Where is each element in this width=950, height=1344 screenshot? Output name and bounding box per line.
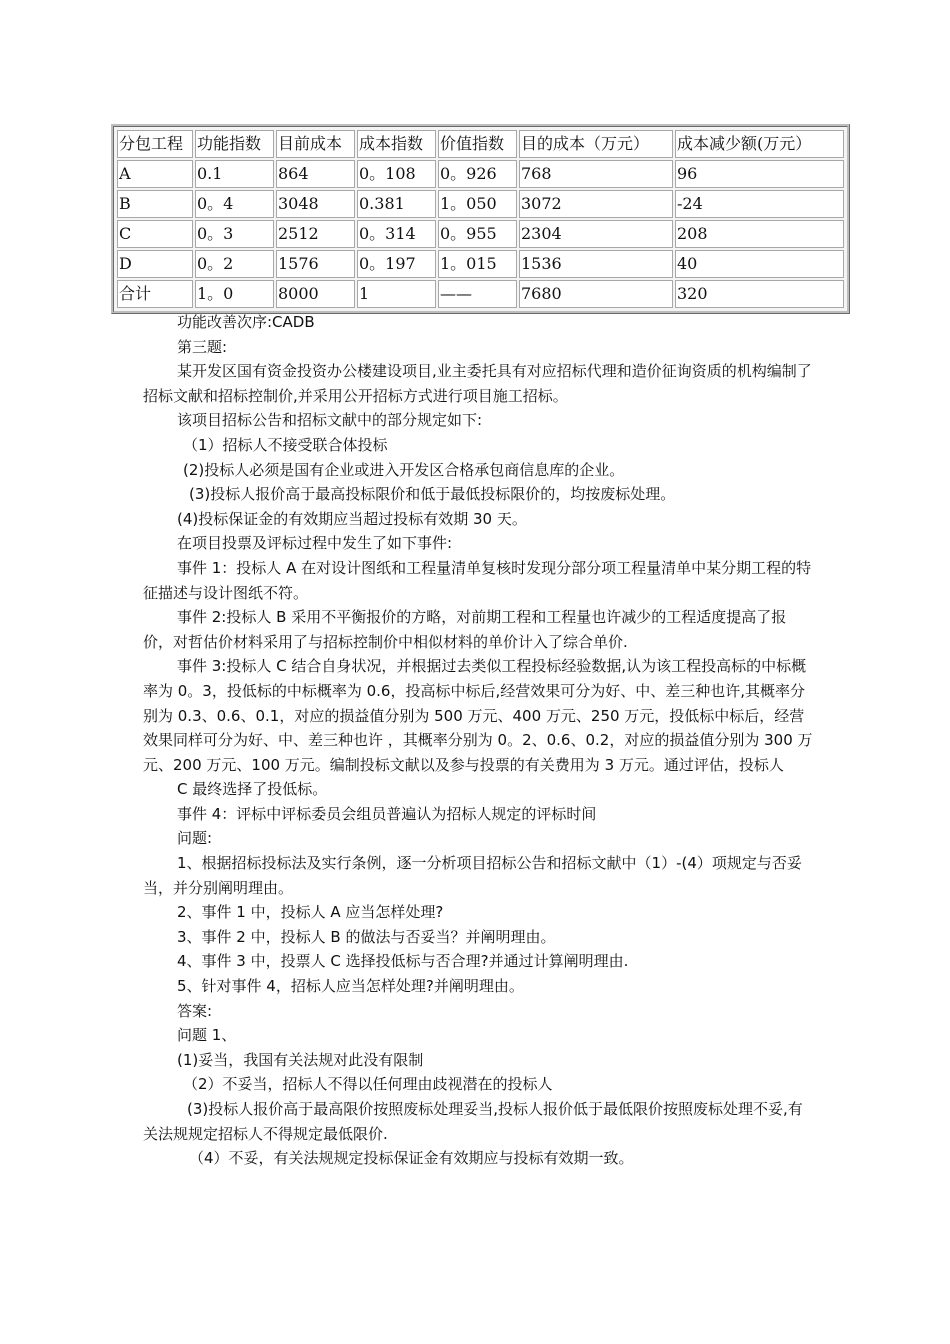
questions-heading: 问题: [177,829,213,848]
question-heading: 第三题: [177,337,228,356]
table-cell: 0。2 [195,250,274,278]
answer-heading: 答案: [177,1001,213,1020]
table-cell: 3048 [276,190,355,218]
header-cell: 分包工程 [117,130,193,158]
question-item: 1、根据招标投标法及实行条例，逐一分析项目招标公告和招标文献中（1）-(4）项规定与否妥当，并分别阐明理由。 [143,854,802,897]
table-cell: 0。197 [357,250,436,278]
cost-table [115,128,846,310]
table-cell: -24 [675,190,844,218]
table-cell: 8000 [276,280,355,308]
header-cell: 功能指数 [195,130,274,158]
function-improvement-order: 功能改善次序:CADB [177,313,315,331]
answer-item: (3)投标人报价高于最高限价按照废标处理妥当,投标人报价低于最低限价按照废标处理不妥,有关法规规定招标人不得规定最低限价. [143,1100,803,1143]
table-cell: 合计 [117,280,193,308]
header-cell: 成本指数 [357,130,436,158]
table-row [117,250,844,278]
cost-table-frame [111,124,850,314]
table-cell: 0。4 [195,190,274,218]
table-cell: 1536 [519,250,673,278]
table-cell: D [117,250,193,278]
table-cell: 864 [276,160,355,188]
table-cell: 1 [357,280,436,308]
document-body [143,310,813,1171]
table-cell: 96 [675,160,844,188]
table-cell: 0。926 [438,160,517,188]
table-cell: 1。050 [438,190,517,218]
header-cell: 目前成本 [276,130,355,158]
answer-item: （2）不妥当，招标人不得以任何理由歧视潜在的投标人 [183,1075,553,1094]
table-cell: 768 [519,160,673,188]
table-row [117,190,844,218]
table-cell: B [117,190,193,218]
table-cell: 2512 [276,220,355,248]
header-cell: 价值指数 [438,130,517,158]
question-item: 5、针对事件 4，招标人应当怎样处理?并阐明理由。 [177,977,524,996]
table-cell: 2304 [519,220,673,248]
table-cell: 0。108 [357,160,436,188]
table-row [117,160,844,188]
table-cell: 0。314 [357,220,436,248]
table-header-row [117,130,844,158]
question-item: 2、事件 1 中，投标人 A 应当怎样处理? [177,903,444,922]
list-item: (3)投标人报价高于最高投标限价和低于最低投标限价的，均按废标处理。 [189,485,676,504]
table-total-row [117,280,844,308]
list-item: (2)投标人必须是国有企业或进入开发区合格承包商信息库的企业。 [183,460,625,479]
list-item: (4)投标保证金的有效期应当超过投标有效期 30 天。 [177,509,527,528]
table-cell: —— [438,280,517,308]
table-cell: 320 [675,280,844,308]
table-cell: 0.381 [357,190,436,218]
table-cell: A [117,160,193,188]
paragraph: 在项目投票及评标过程中发生了如下事件: [177,534,453,553]
table-cell: 3072 [519,190,673,218]
table-cell: C [117,220,193,248]
table-cell: 0。3 [195,220,274,248]
table-cell: 0.1 [195,160,274,188]
table-cell: 1。015 [438,250,517,278]
table-cell: 1576 [276,250,355,278]
table-row [117,220,844,248]
table-cell: 0。955 [438,220,517,248]
event-paragraph: 事件 4：评标中评标委员会组员普遍认为招标人规定的评标时间 [177,804,597,823]
event-paragraph: 事件 1：投标人 A 在对设计图纸和工程量清单复核时发现分部分项工程量清单中某分期工程的特征描述与设计图纸不符。 [143,558,812,602]
list-item: （1）招标人不接受联合体投标 [183,435,388,454]
paragraph: 某开发区国有资金投资办公楼建设项目,业主委托具有对应招标代理和造价征询资质的机构编制了招标文献和招标控制价,并采用公开招标方式进行项目施工招标。 [143,362,812,405]
answer-item: （4）不妥，有关法规规定投标保证金有效期应与投标有效期一致。 [189,1149,634,1168]
table-cell: 208 [675,220,844,248]
question-item: 3、事件 2 中，投标人 B 的做法与否妥当？并阐明理由。 [177,927,556,946]
paragraph: C 最终选择了投低标。 [177,780,328,799]
table-cell: 1。0 [195,280,274,308]
paragraph: 该项目招标公告和招标文献中的部分规定如下: [177,411,483,430]
answer-item: (1)妥当，我国有关法规对此没有限制 [177,1050,424,1069]
answer-subheading: 问题 1、 [177,1026,237,1045]
header-cell: 目的成本（万元） [519,130,673,158]
table-cell: 40 [675,250,844,278]
event-paragraph: 事件 3:投标人 C 结合自身状况，并根据过去类似工程投标经验数据,认为该工程投高标的中标概率为 0。3，投低标的中标概率为 0.6，投高标中标后,经营效果可分为好、中、差三种也许,其概率分别为 0.3、0.6、0.1，对应的损益值分别为 500 万元、400 万元、250 万元，投低标中标后，经营效果同样可分为好、中、差三种也许 ，其概率分别为 0。2、0.6、0.2，对应的损益值分别为 300 万元、200 万元、100 万元。编制投标文献以及参与投票的有关费用为 3 万元。通过评估，投标人 [143,657,813,774]
header-cell: 成本减少额(万元） [675,130,844,158]
question-item: 4、事件 3 中，投票人 C 选择投低标与否合理?并通过计算阐明理由. [177,952,629,971]
event-paragraph: 事件 2:投标人 B 采用不平衡报价的方略，对前期工程和工程量也许减少的工程适度提高了报价，对哲估价材料采用了与招标控制价中相似材料的单价计入了综合单价. [143,608,787,651]
table-cell: 7680 [519,280,673,308]
